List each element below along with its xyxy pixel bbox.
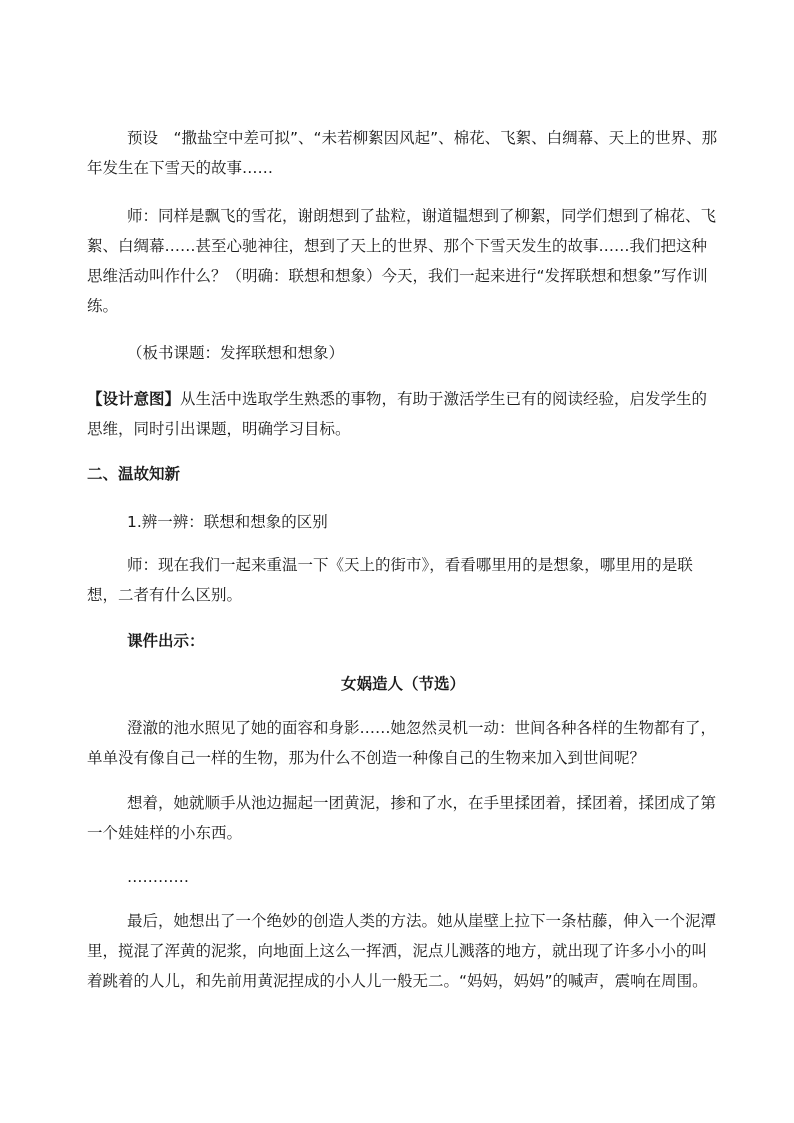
list-item-1: 1.辨一辨：联想和想象的区别 (127, 513, 328, 531)
paragraph-board-title: （板书课题：发挥联想和想象） (127, 344, 345, 362)
excerpt-title: 女娲造人（节选） (340, 675, 465, 693)
paragraph-teacher-intro: 师：同样是飘飞的雪花，谢朗想到了盐粒，谢道韫想到了柳絮，同学们想到了棉花、飞絮、白绸幕……甚至心驰神往，想到了天上的世界、那个下雪天发生的故事……我们把这种思维活动叫作什么？（明确：联想和想象）今天，我们一起来进行“发挥联想和想象”写作训练。 (87, 207, 717, 315)
paragraph-preset: 预设 “撒盐空中差可拟”、“未若柳絮因风起”、棉花、飞絮、白绸幕、天上的世界、那年发生在下雪天的故事…… (87, 129, 718, 177)
excerpt-paragraph-1: 澄澈的池水照见了她的面容和身影……她忽然灵机一动：世间各种各样的生物都有了，单单没有像自己一样的生物，那为什么不创造一种像自己的生物来加入到世间呢？ (87, 719, 717, 767)
design-intent-tag: 【设计意图】 (87, 390, 181, 408)
paragraph-teacher-review: 师：现在我们一起来重温一下《天上的街市》，看看哪里用的是想象，哪里用的是联想，二者有什么区别。 (87, 556, 693, 604)
excerpt-paragraph-3: 最后，她想出了一个绝妙的创造人类的方法。她从崖壁上拉下一条枯藤，伸入一个泥潭里，搅混了浑黄的泥浆，向地面上这么一挥洒，泥点儿溅落的地方，就出现了许多小小的叫着跳着的人儿，和先前用黄泥捏成的小人儿一般无二。“妈妈，妈妈”的喊声，震响在周围。 (87, 912, 717, 990)
excerpt-ellipsis: ………… (127, 868, 189, 886)
excerpt-paragraph-2: 想着，她就顺手从池边掘起一团黄泥，掺和了水，在手里揉团着，揉团着，揉团成了第一个娃娃样的小东西。 (87, 794, 717, 842)
design-intent-text: 从生活中选取学生熟悉的事物，有助于激活学生已有的阅读经验，启发学生的思维，同时引出课题，明确学习目标。 (87, 390, 708, 438)
courseware-label: 课件出示： (127, 632, 205, 650)
section-heading: 二、温故知新 (87, 465, 181, 483)
paragraph-design-intent (87, 384, 719, 444)
